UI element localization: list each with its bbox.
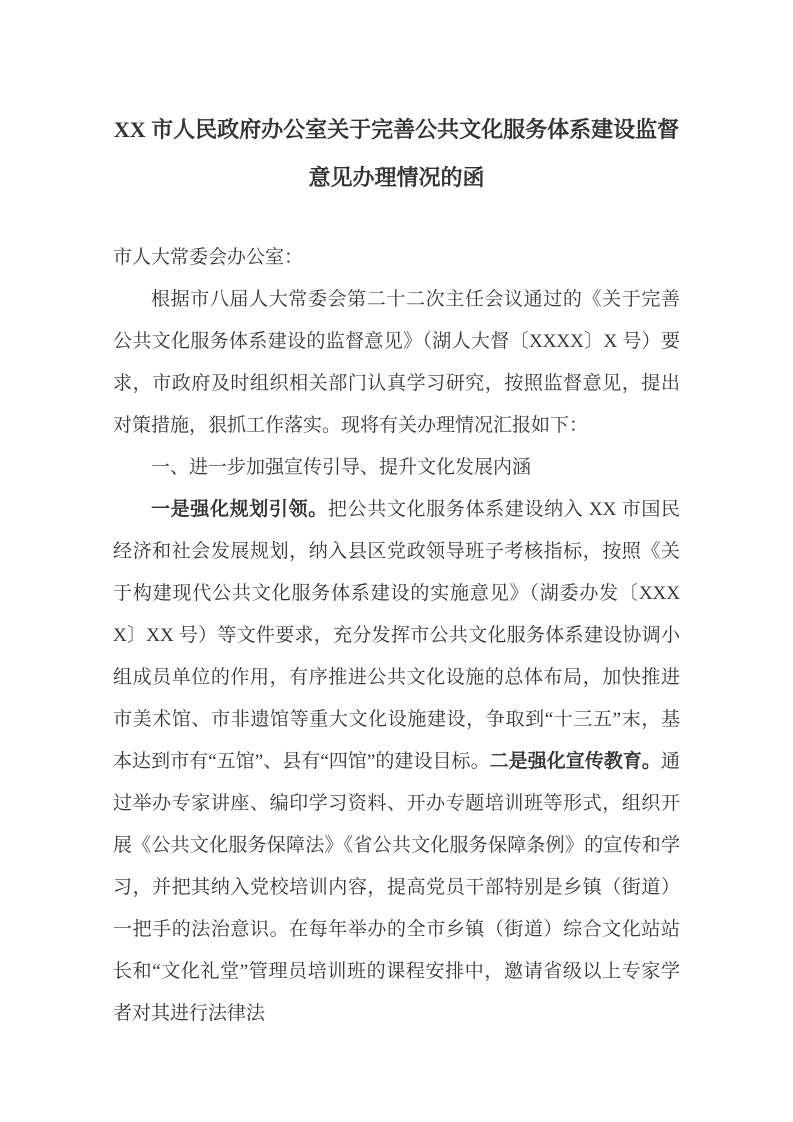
body-paragraph bbox=[113, 489, 680, 1035]
text-run: 一、进一步加强宣传引导、提升文化发展内涵 bbox=[151, 457, 532, 478]
text-run: 根据市八届人大常委会第二十二次主任会议通过的《关于完善公共文化服务体系建设的监督意见》（湖人大督〔XXXX〕X 号）要求，市政府及时组织相关部门认真学习研究，按照监督意见，提出对策措施，狠抓工作落实。现将有关办理情况汇报如下： bbox=[113, 289, 680, 436]
text-run: 市人大常委会办公室： bbox=[113, 247, 304, 268]
text-run: 把公共文化服务体系建设纳入 XX 市国民经济和社会发展规划，纳入县区党政领导班子考核指标，按照《关于构建现代公共文化服务体系建设的实施意见》（湖委办发〔XXXX〕XX 号）等文件要求，充分发挥市公共文化服务体系建设协调小组成员单位的作用，有序推进公共文化设施的总体布局，加快推进市美术馆、市非遗馆等重大文化设施建设，争取到“十三五”末，基本达到市有“五馆”、县有“四馆”的建设目标。 bbox=[113, 499, 680, 772]
text-run: 通过举办专家讲座、编印学习资料、开办专题培训班等形式，组织开展《公共文化服务保障法》《省公共文化服务保障条例》的宣传和学习，并把其纳入党校培训内容，提高党员干部特别是乡镇（街道）一把手的法治意识。在每年举办的全市乡镇（街道）综合文化站站长和“文化礼堂”管理员培训班的课程安排中，邀请省级以上专家学者对其进行法律法 bbox=[113, 751, 680, 1024]
bold-text-run: 一是强化规划引领。 bbox=[151, 499, 328, 520]
body-paragraph bbox=[113, 279, 680, 447]
salutation-paragraph bbox=[113, 237, 680, 279]
body-paragraph bbox=[113, 447, 680, 489]
bold-text-run: 二是强化宣传教育。 bbox=[489, 751, 661, 772]
document-title: XX 市人民政府办公室关于完善公共文化服务体系建设监督意见办理情况的函 bbox=[113, 117, 680, 190]
document-body bbox=[113, 237, 680, 1035]
